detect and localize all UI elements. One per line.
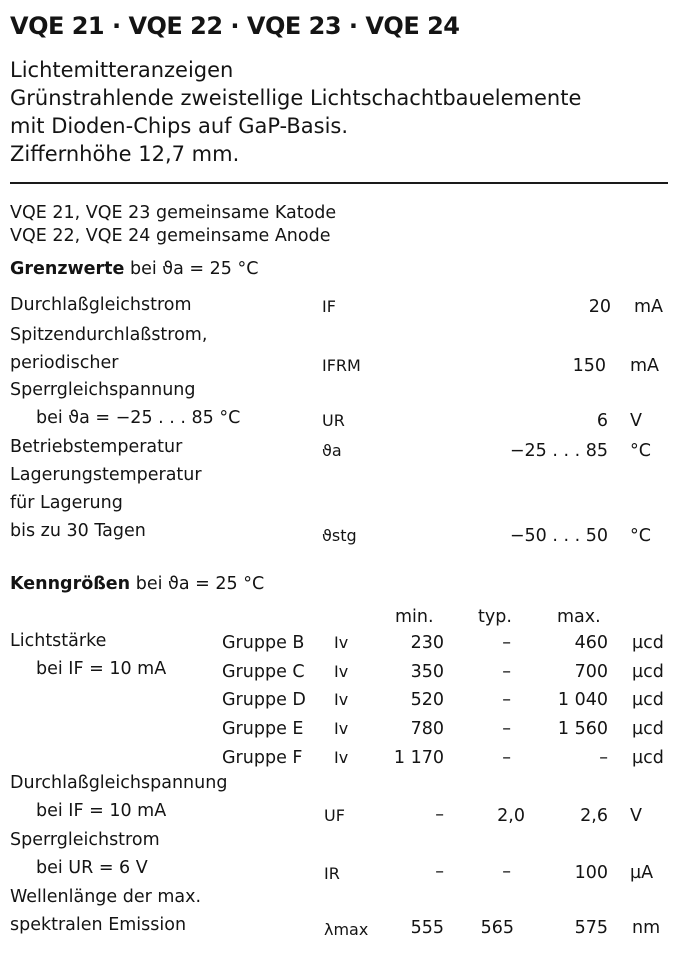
limit-symbol: IFRM bbox=[322, 356, 361, 375]
char-label: spektralen Emission bbox=[10, 915, 187, 935]
char-typ: 565 bbox=[480, 918, 514, 938]
limits-heading-bold: Grenzwerte bbox=[10, 259, 125, 279]
limit-unit: V bbox=[630, 411, 642, 431]
divider bbox=[10, 182, 668, 184]
char-symbol: IR bbox=[324, 864, 340, 883]
description-line: Lichtemitteranzeigen bbox=[10, 58, 234, 82]
group-max: – bbox=[599, 748, 608, 768]
limit-symbol: UR bbox=[322, 411, 345, 430]
group-symbol: Iv bbox=[334, 719, 349, 738]
char-typ: – bbox=[502, 862, 511, 882]
limit-symbol: IF bbox=[322, 297, 336, 316]
limits-heading-condition: bei ϑa = 25 °C bbox=[130, 259, 259, 279]
group-symbol: Iv bbox=[334, 690, 349, 709]
group-typ: – bbox=[502, 748, 511, 768]
description-line: Ziffernhöhe 12,7 mm. bbox=[10, 142, 240, 166]
limit-value: 150 bbox=[572, 356, 606, 376]
col-header-typ: typ. bbox=[478, 607, 512, 627]
group-min: 520 bbox=[410, 690, 444, 710]
group-unit: µcd bbox=[632, 690, 664, 710]
document-title: VQE 21 · VQE 22 · VQE 23 · VQE 24 bbox=[10, 12, 460, 40]
group-label: Gruppe F bbox=[222, 748, 303, 768]
group-max: 1 560 bbox=[557, 719, 608, 739]
group-unit: µcd bbox=[632, 748, 664, 768]
limit-value: 6 bbox=[596, 411, 608, 431]
group-typ: – bbox=[502, 662, 511, 682]
group-label: Gruppe C bbox=[222, 662, 305, 682]
group-max: 1 040 bbox=[557, 690, 608, 710]
limit-unit: mA bbox=[630, 356, 660, 376]
group-min: 1 170 bbox=[393, 748, 444, 768]
group-label: Gruppe E bbox=[222, 719, 304, 739]
group-min: 780 bbox=[410, 719, 444, 739]
group-unit: µcd bbox=[632, 633, 664, 653]
characteristics-heading bbox=[10, 574, 264, 594]
group-min: 350 bbox=[410, 662, 444, 682]
limit-unit: °C bbox=[630, 526, 651, 546]
char-unit: nm bbox=[632, 918, 661, 938]
char-symbol: UF bbox=[324, 806, 345, 825]
limit-label: Sperrgleichspannung bbox=[10, 380, 196, 400]
char-label: bei IF = 10 mA bbox=[36, 801, 167, 821]
variant-line: VQE 21, VQE 23 gemeinsame Katode bbox=[10, 203, 337, 223]
characteristics-heading-bold: Kenngrößen bbox=[10, 574, 131, 594]
description-line: mit Dioden-Chips auf GaP-Basis. bbox=[10, 114, 349, 138]
limit-symbol: ϑstg bbox=[322, 526, 357, 545]
group-symbol: Iv bbox=[334, 662, 349, 681]
char-min: 555 bbox=[410, 918, 444, 938]
group-unit: µcd bbox=[632, 662, 664, 682]
group-max: 460 bbox=[574, 633, 608, 653]
group-typ: – bbox=[502, 690, 511, 710]
char-typ: 2,0 bbox=[497, 806, 525, 826]
luminous-label: Lichtstärke bbox=[10, 631, 107, 651]
limits-heading bbox=[10, 259, 258, 279]
group-typ: – bbox=[502, 633, 511, 653]
limit-label: Lagerungstemperatur bbox=[10, 465, 202, 485]
col-header-min: min. bbox=[395, 607, 434, 627]
limit-label: Spitzendurchlaßstrom, bbox=[10, 325, 208, 345]
limit-value: −50 . . . 50 bbox=[509, 526, 608, 546]
limit-label: für Lagerung bbox=[10, 493, 123, 513]
col-header-max: max. bbox=[557, 607, 601, 627]
limit-unit: mA bbox=[634, 297, 664, 317]
limit-value: −25 . . . 85 bbox=[509, 441, 608, 461]
char-unit: µA bbox=[630, 863, 654, 883]
limit-label: periodischer bbox=[10, 353, 119, 373]
characteristics-heading-condition: bei ϑa = 25 °C bbox=[135, 574, 265, 594]
char-max: 2,6 bbox=[580, 806, 608, 826]
char-label: bei UR = 6 V bbox=[36, 858, 148, 878]
group-min: 230 bbox=[410, 633, 444, 653]
char-max: 575 bbox=[574, 918, 608, 938]
description-line: Grünstrahlende zweistellige Lichtschachtbauelemente bbox=[10, 86, 582, 110]
char-unit: V bbox=[630, 806, 642, 826]
limit-value: 20 bbox=[588, 297, 611, 317]
char-min: – bbox=[435, 862, 444, 882]
char-symbol: λmax bbox=[324, 920, 369, 939]
char-label: Sperrgleichstrom bbox=[10, 830, 160, 850]
group-typ: – bbox=[502, 719, 511, 739]
group-label: Gruppe B bbox=[222, 633, 305, 653]
limit-symbol: ϑa bbox=[322, 441, 342, 460]
limit-unit: °C bbox=[630, 441, 651, 461]
group-unit: µcd bbox=[632, 719, 664, 739]
char-min: – bbox=[435, 805, 444, 825]
group-symbol: Iv bbox=[334, 748, 349, 767]
char-label: Wellenlänge der max. bbox=[10, 887, 202, 907]
luminous-condition: bei IF = 10 mA bbox=[36, 659, 167, 679]
group-symbol: Iv bbox=[334, 633, 349, 652]
group-max: 700 bbox=[574, 662, 608, 682]
limit-label: Durchlaßgleichstrom bbox=[10, 295, 192, 315]
char-label: Durchlaßgleichspannung bbox=[10, 773, 228, 793]
char-max: 100 bbox=[574, 863, 608, 883]
variant-line: VQE 22, VQE 24 gemeinsame Anode bbox=[10, 226, 331, 246]
limit-label: Betriebstemperatur bbox=[10, 437, 183, 457]
limit-label: bei ϑa = −25 . . . 85 °C bbox=[36, 408, 241, 428]
limit-label: bis zu 30 Tagen bbox=[10, 521, 146, 541]
group-label: Gruppe D bbox=[222, 690, 306, 710]
